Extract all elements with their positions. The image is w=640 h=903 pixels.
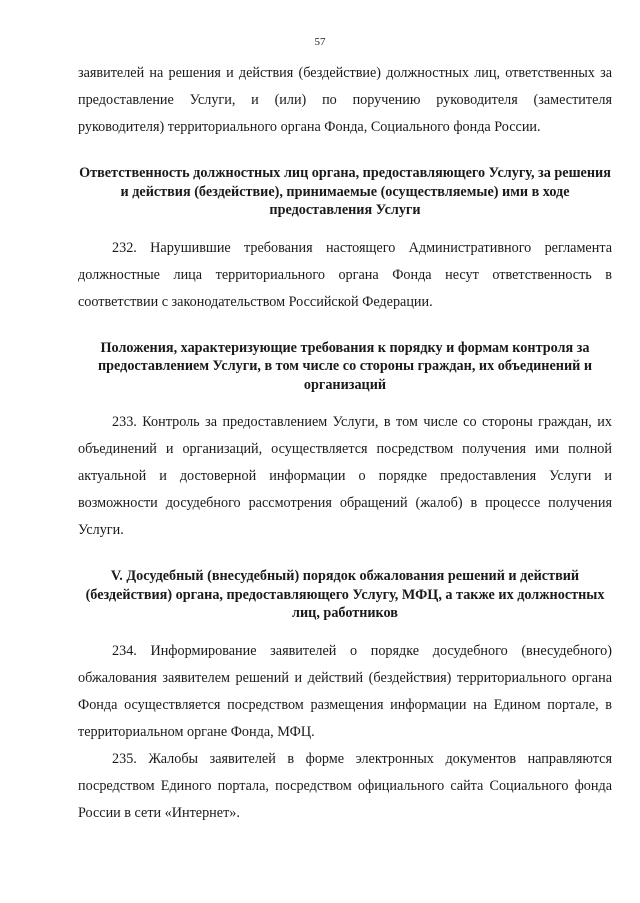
paragraph-continuation: заявителей на решения и действия (бездействие) должностных лиц, ответственных за предоставление Услуги, и (или) по поручению руководителя (заместителя руководителя) территориального органа Фонда, Социального фонда России. <box>78 65 612 135</box>
paragraph-234: 234. Информирование заявителей о порядке досудебного (внесудебного) обжалования заявителем решений и действий (бездействия) территориального органа Фонда осуществляется посредством размещения информации на Едином портале, в территориальном органе Фонда, МФЦ. <box>78 642 612 740</box>
paragraph-235: 235. Жалобы заявителей в форме электронных документов направляются посредством Единого портала, посредством официального сайта Социального фонда России в сети «Интернет». <box>78 750 612 821</box>
section-heading-control: Положения, характеризующие требования к порядку и формам контроля за предоставлением Услуги, в том числе со стороны граждан, их объединений и организаций <box>97 339 593 393</box>
paragraph-233: 233. Контроль за предоставлением Услуги, в том числе со стороны граждан, их объединений и организаций, осуществляется посредством получения ими полной актуальной и достоверной информации о порядке предоставления Услуги и возможности досудебного рассмотрения обращений (жалоб) в процессе получения Услуги. <box>78 414 612 538</box>
paragraph-232: 232. Нарушившие требования настоящего Административного регламента должностные лица территориального органа Фонда несут ответственность в соответствии с законодательством Российской Федерации. <box>78 239 612 310</box>
page-number: 57 <box>314 36 326 48</box>
document-body <box>78 60 612 827</box>
section-heading-appeal: V. Досудебный (внесудебный) порядок обжалования решений и действий (бездействия) органа, предоставляющего Услугу, МФЦ, а также их должностных лиц, работников <box>85 568 605 621</box>
section-heading-responsibility: Ответственность должностных лиц органа, предоставляющего Услугу, за решения и действия (бездействие), принимаемые (осуществляемые) ими в ходе предоставления Услуги <box>79 165 611 218</box>
